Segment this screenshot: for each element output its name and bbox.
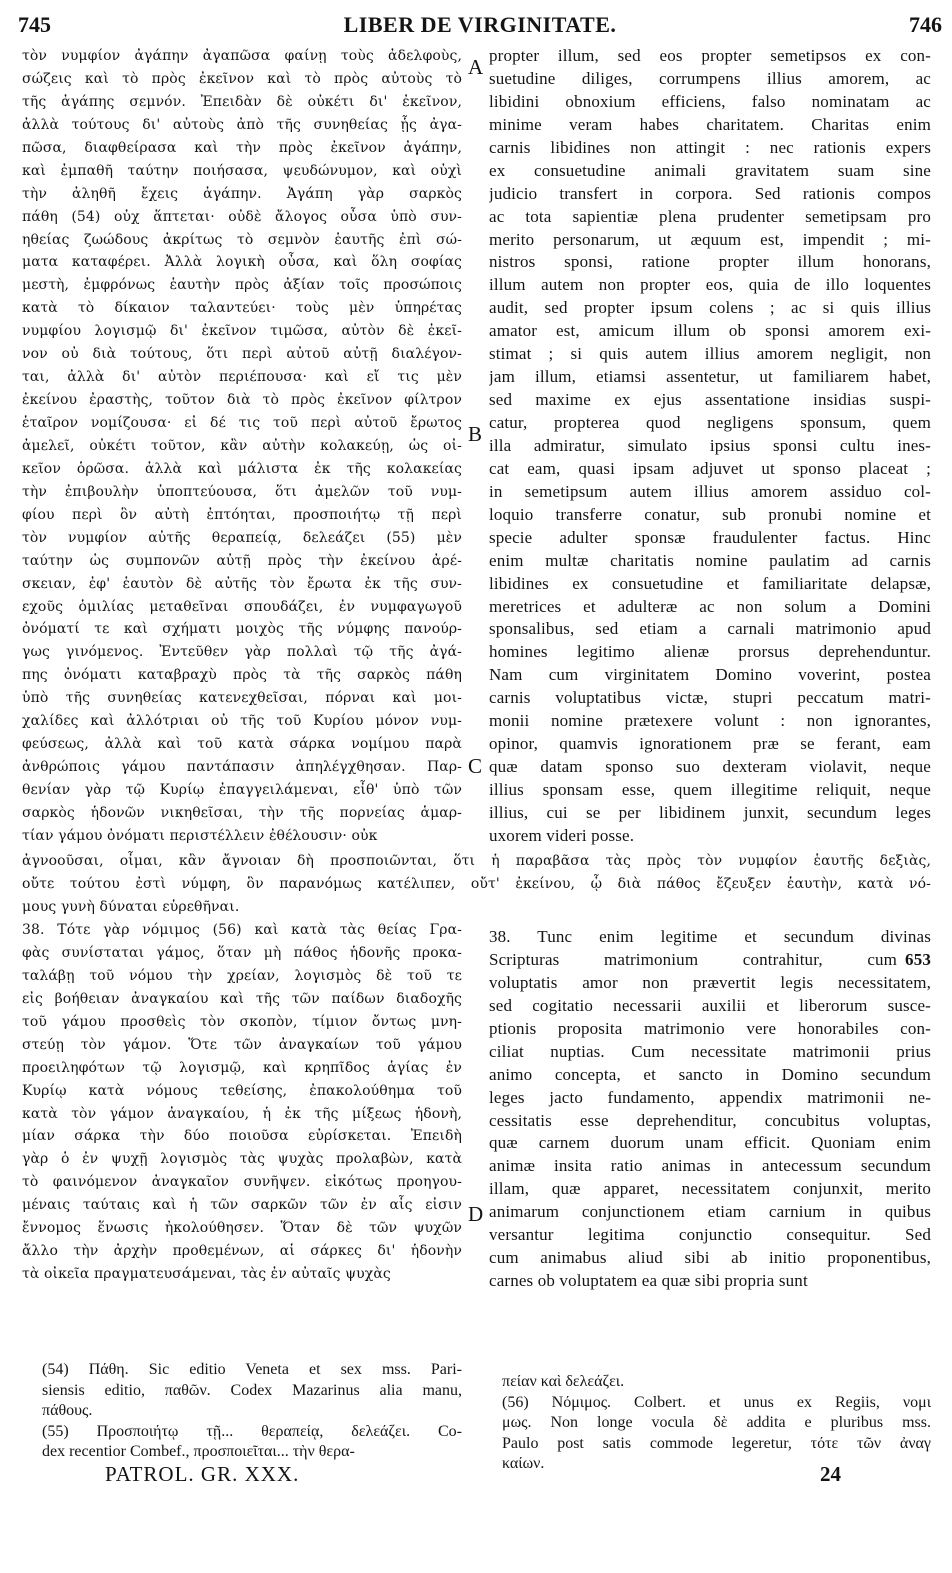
greek-upper-line: ματα καταφέρει. Ἀλλὰ λογικὴ οὖσα, καὶ ὅλη σοφίας — [22, 254, 462, 271]
latin-column-lower — [489, 926, 931, 1293]
latin-lower-line: quæ carnem duorum unam efficit. Quoniam enim — [489, 1133, 931, 1153]
greek-upper-line: τῆς ἀγάπης σεμνόν. Ἐπειδὰν δὲ οὐκέτι δι' ἐκεῖνον, — [22, 93, 462, 110]
greek-lower-line: τὰ οἰκεῖα πραγματευσάμεναι, τὰς ἐν αὐταῖς ψυχὰς — [22, 1266, 391, 1283]
greek-lower-line: στεύῃ τὸν γάμον. Ὅτε τῶν ἀναγκαίων τοῦ γάμου — [22, 1036, 462, 1053]
greek-lower-line: μέναις ταύταις καὶ ἡ τῶν σαρκῶν τῶν ἐν αἷς εἰσιν — [22, 1197, 462, 1214]
greek-upper-line: πῶσα, διαφθείρασα καὶ τὴν πρὸς ἐκεῖνον ἀγάπην, — [22, 139, 462, 156]
latin-upper-line: sed maxime ex ejus assentatione insidias suspi- — [489, 390, 931, 410]
latin-upper-line: illius, cui se per libidinem junxit, secundum leges — [489, 802, 931, 822]
latin-upper-line: merito personarum, ut æquum est, impendit ; mi- — [489, 229, 931, 249]
latin-upper-line: illum autem non propter eos, quia de illo loquentes — [489, 275, 931, 295]
greek-upper-line: πάθη (54) οὐχ ἅπτεται· οὐδὲ ἄλογος οὖσα ὑπὸ συν- — [22, 208, 462, 225]
greek-upper-line: πης ὀνόματι καταβραχὺ πρὸς τὰ τῆς σαρκὸς πάθη — [22, 667, 462, 684]
greek-lower-line: ταλάβῃ τοῦ νόμου τὴν χρείαν, λογισμὸς δὲ τοῦ τε — [22, 967, 462, 984]
latin-upper-line: judicio transfert in corpora. Sed rationis compos — [489, 183, 931, 203]
column-number-bold: 653 — [905, 949, 931, 969]
greek-upper-line: τὸν νυμφίον ἀγάπην ἀγαπῶσα φαίνῃ τοὺς ἀδελφοὺς, — [22, 48, 462, 64]
greek-lower-line: 38. Τότε γὰρ νόμιμος (56) καὶ κατὰ τὰς θείας Γρα- — [22, 922, 462, 938]
latin-upper-line: jam illum, etiamsi assentetur, ut familiarem habet, — [489, 367, 931, 387]
latin-upper-line: ac tota sapientiæ plena prudenter semetipsam pro — [489, 206, 931, 226]
greek-lower-line: τὸ φαινόμενον ἀναγκαῖον συνῆψεν. εἰκότως προηγου- — [22, 1174, 462, 1191]
latin-upper-line: minime veram habes charitatem. Charitas enim — [489, 114, 931, 134]
margin-letter-d: D — [468, 1202, 484, 1226]
footnotes-right-line: (56) Νόμιμος. Colbert. et unus ex Regiis, νομι — [502, 1393, 931, 1411]
greek-upper-line: χαλίδες καὶ ἀλλότριαι οὐ τῆς τοῦ Κυρίου μόνον νυμ- — [22, 713, 462, 730]
latin-upper-line: illa admiratur, simulato ipsius sponsi cultu ines- — [489, 435, 931, 455]
greek-column-upper — [22, 45, 462, 848]
latin-lower-line: cum animabus aliud sibi ab initio proponentibus, — [489, 1248, 931, 1268]
greek-upper-line: καὶ ἐμπαθῆ ταύτην ποιήσασα, ψευδώνυμον, καὶ οὐχὶ — [22, 162, 462, 179]
footnotes-left-line: siensis editio, παθῶν. Codex Mazarinus alia manu, — [42, 1381, 462, 1399]
footnotes-right-line: μως. Non longe vocula δὲ addita e pluribus mss. — [502, 1414, 931, 1431]
running-title: LIBER DE VIRGINITATE. — [343, 12, 617, 37]
latin-upper-line: libidines ex consuetudine et familiaritate delapsæ, — [489, 573, 931, 593]
greek-upper-line: σκειαν, ἐφ' ἑαυτὸν δὲ αὐτῆς τὸν ἔρωτα ἐκ τῆς συν- — [22, 575, 462, 592]
margin-letter-b: B — [468, 422, 483, 446]
latin-upper-line: sponsalibus, sed etiam a carnali matrimonio apud — [489, 619, 931, 639]
latin-upper-line: audit, sed propter ipsum colens ; ac si quis illius — [489, 298, 931, 318]
greek-upper-line: φίου περὶ ὃν αὐτὴ ἐπτόηται, προσποιήτῳ τῇ περὶ — [22, 506, 462, 523]
latin-upper-line: libidini obnoxium efficiens, falso nominatam ac — [489, 91, 931, 111]
latin-upper-line: monii nomine prætexere volunt : non ignorantes, — [489, 711, 931, 731]
latin-lower-line: ciliat nuptias. Cum necessitate matrimonii prius — [489, 1041, 931, 1061]
greek-upper-line: ἐκείνου ἐραστὴς, τοῦτον διὰ τὸ πρὸς ἐκεῖνον φίλτρον — [22, 392, 462, 409]
greek-lower-line: Κυρίῳ κατὰ νόμους τεθείσης, ἐπακολούθημα τοῦ — [22, 1082, 462, 1099]
greek-upper-line: νον οὐ διὰ τούτους, ὅτι περὶ αὐτοῦ αὐτῇ διαλέγον- — [22, 346, 462, 363]
greek-upper-line: σώζεις καὶ τὸ πρὸς ἐκεῖνον καὶ τὸ πρὸς αὐτοὺς τὸ — [22, 70, 462, 87]
latin-upper-line: loquio transferre conatur, sub pronubi nomine et — [489, 504, 931, 524]
greek-wide-line: οὔτε τούτου ἐστὶ νύμφη, ὃν παρανόμως κατέλιπεν, οὔτ' ἐκείνου, ᾧ διὰ πάθος ἔζευξεν ἑαυτὴν, κατὰ νό- — [22, 875, 931, 892]
greek-lower-line: κατὰ τὸν γάμον ἀναγκαίου, ἡ ἐκ τῆς μίξεως ἡδονὴ, — [22, 1105, 462, 1122]
greek-upper-line: ἀνθρώποις γάμου παντάπασιν ἀπηλέγχθησαν. Παρ- — [22, 759, 462, 776]
latin-upper-line: catur, propterea quod negligens sponsum, quem — [489, 413, 931, 432]
greek-upper-line: κεῖον ὁρῶσα. ἀλλὰ καὶ μάλιστα ἐκ τῆς κολακείας — [22, 460, 462, 477]
latin-upper-line: opinor, quamvis ignorationem præ se ferant, eam — [489, 734, 931, 754]
footnotes-left-line: (54) Πάθη. Sic editio Veneta et sex mss. Pari- — [42, 1361, 462, 1378]
greek-upper-line: τὴν ἐπιβουλὴν ὑποπτεύουσα, ὅτι ἀμελῶν τοῦ νυμ- — [22, 483, 462, 500]
latin-upper-line: uxorem videri posse. — [489, 825, 635, 845]
latin-upper-line: homines legitimo alienæ prorsus deprehenduntur. — [489, 642, 931, 662]
latin-lower-line: illam, quæ apparet, necessitatem conjunxit, merito — [489, 1179, 931, 1199]
greek-full-width-block — [22, 850, 931, 919]
latin-upper-line: propter illum, sed eos propter semetipsos ex con- — [489, 46, 931, 65]
greek-upper-line: ταύτην ὡς συμπονῶν αὐτῇ πρὸς τὴν ἐκείνου ἀρέ- — [22, 552, 462, 569]
footer-signature: 24 — [820, 1462, 841, 1486]
greek-lower-line: μίαν σάρκα τὴν δύο ποιοῦσα εὑρίσκεται. Ἐπειδὴ — [22, 1128, 462, 1145]
latin-upper-line: specie adulter sponsæ fraudulenter factus. Hinc — [489, 527, 931, 547]
greek-upper-line: τὸν νυμφίον αὐτῆς θεραπείᾳ, δελεάζει (55) μὲν — [22, 529, 462, 546]
greek-upper-line: σαρκὸς ἡδονῶν νικηθεῖσαι, τὴν τῆς πορνείας ἁμαρ- — [22, 804, 462, 821]
latin-column-upper — [489, 45, 931, 848]
latin-upper-line: in semetipsum autem illius amorem assiduo col- — [489, 481, 931, 501]
latin-upper-line: enim multæ charitatis nomine paulatim ad carnis — [489, 550, 931, 570]
greek-wide-line: ἀγνοοῦσαι, οἶμαι, κἂν ἄγνοιαν δὴ προσποιῶνται, ὅτι ἡ παραβᾶσα τὰς πρὸς τὸν νυμφίον ἑαυτῆς δεξιὰς, — [22, 853, 931, 869]
greek-lower-line: φὰς συνίσταται γάμος, ὅταν μὴ πάθος ἡδονῆς προκα- — [22, 944, 462, 961]
latin-lower-line: animæ insita ratio animas in antecessum secundum — [489, 1156, 931, 1176]
latin-upper-line: quæ datam sponso suo dexteram violavit, neque — [489, 757, 931, 777]
latin-lower-line: animarum conjunctionem etiam carnium in quibus — [489, 1202, 931, 1222]
latin-lower-line: Scripturas matrimonium contrahitur, cum 653 — [489, 949, 931, 969]
latin-upper-line: ex consuetudine animali gravitatem suam sine — [489, 160, 931, 180]
greek-lower-line: ἄλλο τὴν ἀρχὴν προθεμένων, αἱ σάρκες δι' ἡδονὴν — [22, 1243, 462, 1260]
latin-upper-line: stimat ; si quis autem illius amorem negligit, non — [489, 344, 931, 364]
latin-lower-line: carnes ob voluptatem ea quæ sibi propria sunt — [489, 1271, 808, 1291]
latin-lower-line: ptionis proposita matrimonio vere honorabiles con- — [489, 1018, 931, 1038]
footnotes-right — [502, 1372, 931, 1475]
latin-upper-line: Nam cum virginitatem Domino voverint, postea — [489, 665, 931, 685]
latin-upper-line: amator est, amicum illum ob sponsi amorem exi- — [489, 321, 931, 341]
footnotes-right-line: Paulo post satis commode legeretur, τότε τῶν ἀναγ — [502, 1434, 931, 1452]
latin-lower-line: sed cogitatio necessarii auxilii et liberorum susce- — [489, 995, 931, 1015]
greek-lower-line: προειληφότων τῷ λογισμῷ, καὶ κρηπῖδος ἁγίας ἐν — [22, 1059, 462, 1076]
greek-column-lower — [22, 919, 462, 1286]
greek-upper-line: νυμφίου λογισμῷ δι' ἐκεῖνον τιμῶσα, αὐτὸν δὲ ἐκεῖ- — [22, 323, 462, 340]
margin-letter-a: A — [468, 55, 484, 79]
greek-upper-line: ηθείας ζωώδους ἀκρίτως τὸ σεμνὸν ἑαυτῆς ἐπὶ σώ- — [22, 231, 462, 248]
footnotes-right-line: πείαν καὶ δελεάζει. — [502, 1373, 625, 1390]
latin-lower-line: voluptatis amor non prævertit legis necessitatem, — [489, 972, 931, 992]
page-number-right: 746 — [909, 12, 942, 37]
latin-lower-line: versantur legitima conjunctio consequitur. Sed — [489, 1225, 931, 1245]
footnotes-left-line: dex recentior Combef., προσποιεῖται... τὴν θερα- — [42, 1443, 355, 1460]
greek-upper-line: κατὰ τὸ δίκαιον ταλαντεύει· τοὺς μὲν ὑπηρέτας — [22, 300, 462, 317]
latin-upper-line: carnis voluptatibus victæ, stupri peccatum matri- — [489, 688, 931, 708]
greek-upper-line: εχοῦς ὁμιλίας μεταθεῖναι σπουδάζει, ἐν νυμφαγωγοῦ — [22, 598, 462, 615]
latin-upper-line: nistros sponsi, ratione propter illum honorans, — [489, 252, 931, 272]
latin-upper-line: illius sponsam esse, quem illegitime reliquit, neque — [489, 780, 931, 799]
latin-lower-line: 38. Tunc enim legitime et secundum divinas — [489, 927, 931, 946]
greek-upper-line: ἀμελεῖ, οὐκέτι τοῦτον, κἂν αὐτὴν κολακεύῃ, ὡς οἰ- — [22, 437, 462, 454]
latin-upper-line: suetudine diliges, corrumpens illius amorem, ac — [489, 68, 931, 88]
greek-wide-line: μους γυνὴ δύναται εὑρεθῆναι. — [22, 898, 240, 915]
greek-lower-line: ἔννομος ἕνωσις ἠκολούθησεν. Ὅταν δὲ τῶν ψυχῶν — [22, 1220, 462, 1237]
greek-upper-line: ἑταῖρον νομίζουσα· εἰ δέ τις τοῦ περὶ αὐτοῦ ἔρωτος — [22, 415, 462, 431]
footnotes-left-line: πάθους. — [42, 1402, 93, 1419]
footer-series: PATROL. GR. XXX. — [105, 1462, 300, 1486]
greek-upper-line: ὀνόματί τε καὶ σχήματι μοιχὸς τῆς νύμφης πανούρ- — [22, 621, 462, 638]
greek-upper-line: τὴν ἀληθῆ ἔχεις ἀγάπην. Ἀγάπη γὰρ σαρκὸς — [22, 185, 462, 202]
greek-upper-line: μεστὴ, ἐμφρόνως ἑαυτὴν πρὸς ἀξίαν τοῖς προσώποις — [22, 277, 462, 294]
greek-upper-line: ἀλλὰ τούτους δι' αὐτοὺς ἀπὸ τῆς συνηθείας ᾗς ἀγα- — [22, 116, 462, 133]
greek-lower-line: γὰρ ὁ ἐν ψυχῇ λογισμὸς τὰς ψυχὰς προλαβὼν, κατὰ — [22, 1151, 462, 1168]
latin-upper-line: meretrices et adulteræ ac non solum a Domini — [489, 596, 931, 616]
latin-lower-line: animo concepta, et sancto in Domino secundum — [489, 1064, 931, 1084]
greek-lower-line: εἰς βοήθειαν ἀναγκαίου καὶ τῆς τῶν παίδων διαδοχῆς — [22, 990, 462, 1007]
latin-lower-line: leges jacto fundamento, appendix matrimonii ne- — [489, 1087, 931, 1107]
greek-upper-line: ται, ἀλλὰ δι' αὐτὸν περιέπουσα· καὶ εἴ τις μὲν — [22, 369, 462, 386]
latin-upper-line: cat eam, quasi ipsam adjuvet ut sponso placeat ; — [489, 458, 931, 478]
page-number-left: 745 — [18, 12, 51, 37]
greek-lower-line: τοῦ γάμου προσθεὶς τὸν σκοπὸν, τίμιον ὄντως μνη- — [22, 1013, 462, 1030]
greek-upper-line: γως γινόμενος. Ἐντεῦθεν γὰρ πολλαὶ τῷ τῆς ἀγά- — [22, 644, 462, 661]
greek-upper-line: φεύσεως, ἀλλὰ καὶ τοῦ κατὰ σάρκα νομίμου παρὰ — [22, 736, 462, 753]
footnotes-left-line: (55) Προσποιήτῳ τῇ... θεραπείᾳ, δελεάζει. Co- — [42, 1422, 462, 1440]
greek-upper-line: θενίαν γὰρ τῷ Κυρίῳ ἐπαγγειλάμεναι, εἶθ' ὑπὸ τῶν — [22, 782, 462, 798]
footnotes-right-line: καίων. — [502, 1455, 545, 1472]
footnotes-left — [42, 1360, 462, 1463]
latin-upper-line: carnis libidines non attingit : nec rationis expers — [489, 137, 931, 157]
running-header — [18, 12, 942, 44]
margin-letter-c: C — [468, 754, 483, 778]
greek-upper-line: τίαν γάμου ὀνόματι περιστέλλειν ἐθέλουσιν· οὐκ — [22, 827, 378, 844]
latin-lower-line: cessitatis esse deprehenditur, concubitus voluptas, — [489, 1110, 931, 1130]
greek-upper-line: ὑπὸ τῆς συνηθείας κατενεχθεῖσαι, πόρναι καὶ μοι- — [22, 690, 462, 707]
